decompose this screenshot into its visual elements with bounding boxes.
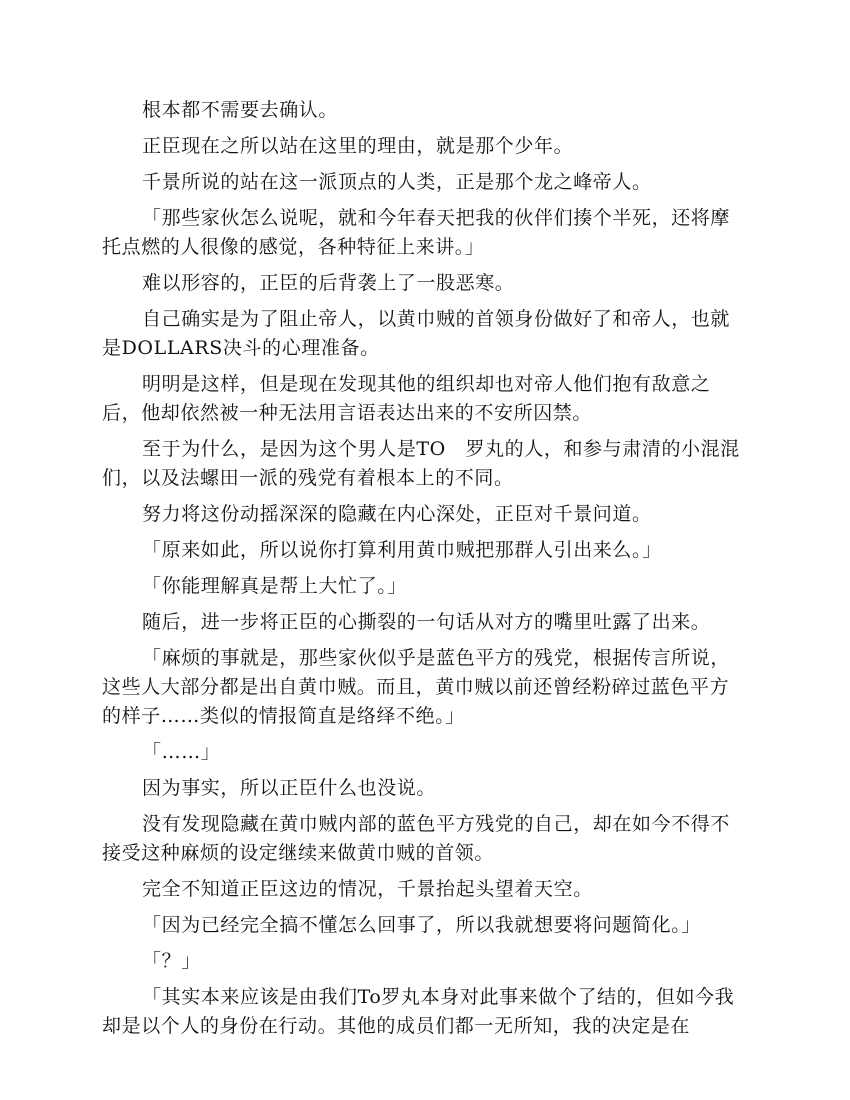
- paragraph: 「你能理解真是帮上大忙了。」: [142, 575, 407, 597]
- paragraph: 至于为什么，是因为这个男人是TO 罗丸的人，和参与肃清的小混混们，以及法螺田一派的残党有着根本上的不同。: [102, 438, 740, 489]
- paragraph: 因为事实，所以正臣什么也没说。: [142, 777, 437, 799]
- document-body: [102, 96, 748, 1048]
- paragraph: 千景所说的站在这一派顶点的人类，正是那个龙之峰帝人。: [142, 171, 652, 193]
- paragraph: 完全不知道正臣这边的情况，千景抬起头望着天空。: [142, 878, 593, 900]
- paragraph: 努力将这份动摇深深的隐藏在内心深处，正臣对千景问道。: [142, 503, 652, 525]
- paragraph: 难以形容的，正臣的后背袭上了一股恶寒。: [142, 272, 515, 294]
- paragraph: 「因为已经完全搞不懂怎么回事了，所以我就想要将问题简化。」: [142, 914, 701, 936]
- paragraph: 「原来如此，所以说你打算利用黄巾贼把那群人引出来么。」: [142, 539, 662, 561]
- paragraph: 根本都不需要去确认。: [142, 99, 339, 121]
- paragraph: 正臣现在之所以站在这里的理由，就是那个少年。: [142, 135, 574, 157]
- paragraph: 「其实本来应该是由我们To罗丸本身对此事来做个了结的，但如今我却是以个人的身份在行动。其他的成员们都一无所知，我的决定是在: [102, 986, 735, 1037]
- paragraph: 「麻烦的事就是，那些家伙似乎是蓝色平方的残党，根据传言所说，这些人大部分都是出自黄巾贼。而且，黄巾贼以前还曾经粉碎过蓝色平方的样子……类似的情报简直是络绎不绝。」: [102, 647, 731, 727]
- paragraph: 「？」: [142, 950, 201, 972]
- paragraph: 「那些家伙怎么说呢，就和今年春天把我的伙伴们揍个半死，还将摩托点燃的人很像的感觉，各种特征上来讲。」: [102, 207, 731, 258]
- paragraph: 明明是这样，但是现在发现其他的组织却也对帝人他们抱有敌意之后，他却依然被一种无法用言语表达出来的不安所囚禁。: [102, 373, 711, 424]
- paragraph: 「……」: [142, 741, 221, 763]
- paragraph: 自己确实是为了阻止帝人，以黄巾贼的首领身份做好了和帝人，也就是DOLLARS决斗的心理准备。: [102, 308, 731, 359]
- paragraph: 没有发现隐藏在黄巾贼内部的蓝色平方残党的自己，却在如今不得不接受这种麻烦的设定继续来做黄巾贼的首领。: [102, 813, 731, 864]
- paragraph: 随后，进一步将正臣的心撕裂的一句话从对方的嘴里吐露了出来。: [142, 611, 711, 633]
